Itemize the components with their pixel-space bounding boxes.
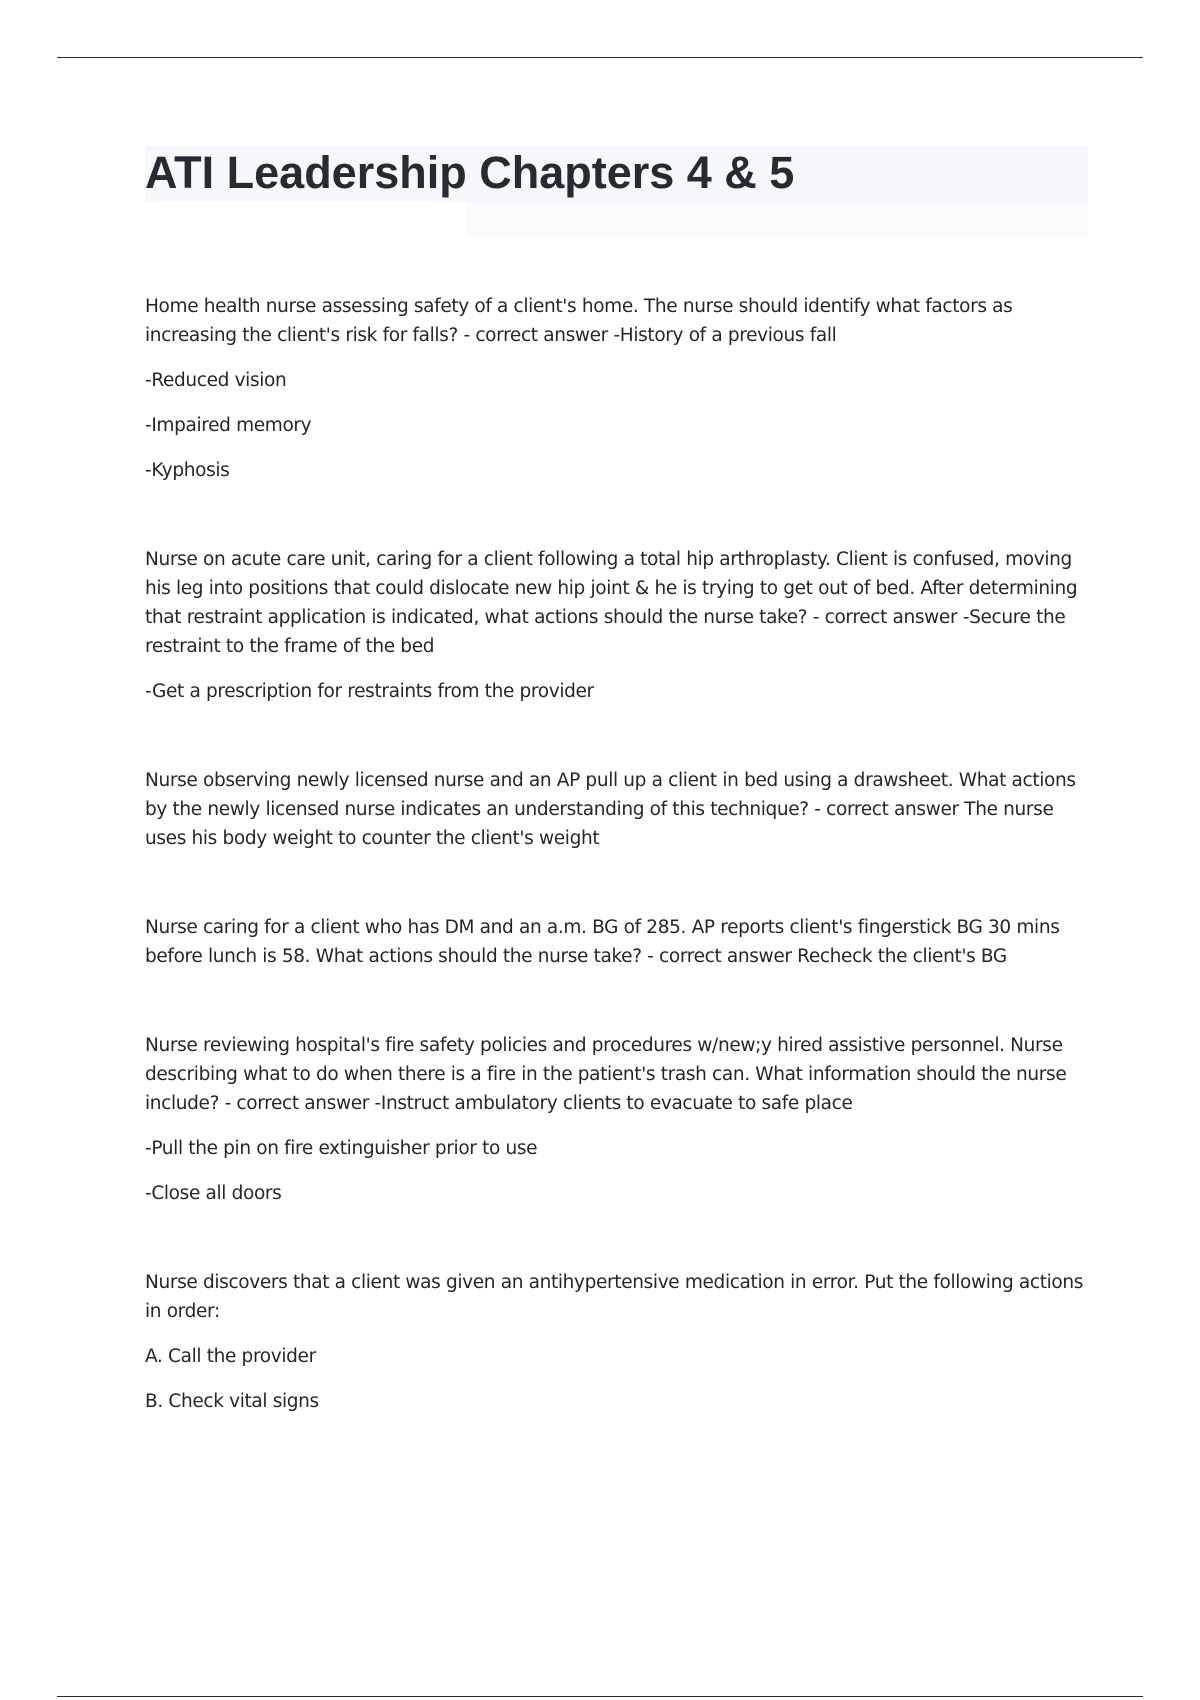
answer-item: -Impaired memory (145, 415, 312, 436)
qa-block-blood-glucose (145, 913, 1090, 971)
question-text: Nurse caring for a client who has DM and an a.m. BG of 285. AP reports client's fingerstick BG 30 mins before lunch is 58. What actions should the nurse take? - correct answer Recheck the client's BG (145, 917, 1060, 967)
qa-block-medication-error (145, 1268, 1090, 1416)
document-title: ATI Leadership Chapters 4 & 5 (145, 147, 795, 198)
question-text: Nurse observing newly licensed nurse and an AP pull up a client in bed using a drawsheet. What actions by the newly licensed nurse indicates an understanding of this technique? - correct answer The nurse uses his body weight to counter the client's weight (145, 770, 1076, 849)
answer-item: -Reduced vision (145, 370, 287, 391)
answer-item: -Kyphosis (145, 460, 230, 481)
question-text: Home health nurse assessing safety of a client's home. The nurse should identify what factors as increasing the client's risk for falls? - correct answer -History of a previous fall (145, 296, 1013, 346)
answer-option: B. Check vital signs (145, 1391, 319, 1412)
qa-block-drawsheet (145, 766, 1090, 853)
question-text: Nurse discovers that a client was given an antihypertensive medication in error. Put the following actions in order: (145, 1272, 1084, 1322)
qa-block-fire-safety (145, 1031, 1090, 1208)
answer-item: -Pull the pin on fire extinguisher prior to use (145, 1138, 538, 1159)
document-body (145, 292, 1090, 1416)
title-highlight-shadow (466, 202, 1088, 238)
qa-block-fall-risk (145, 292, 1090, 485)
qa-block-restraints (145, 545, 1090, 706)
header-rule (57, 57, 1143, 58)
question-text: Nurse reviewing hospital's fire safety policies and procedures w/new;y hired assistive personnel. Nurse describing what to do when there is a fire in the patient's trash can. What information should the nurse include? - correct answer -Instruct ambulatory clients to evacuate to safe place (145, 1035, 1067, 1114)
answer-item: -Get a prescription for restraints from the provider (145, 681, 594, 702)
answer-option: A. Call the provider (145, 1346, 316, 1367)
question-text: Nurse on acute care unit, caring for a client following a total hip arthroplasty. Client is confused, moving his leg into positions that could dislocate new hip joint & he is trying to get out of bed. After determining that restraint application is indicated, what actions should the nurse take? - correct answer -Secure the restraint to the frame of the bed (145, 549, 1078, 657)
footer-rule (57, 1696, 1143, 1697)
answer-item: -Close all doors (145, 1183, 282, 1204)
